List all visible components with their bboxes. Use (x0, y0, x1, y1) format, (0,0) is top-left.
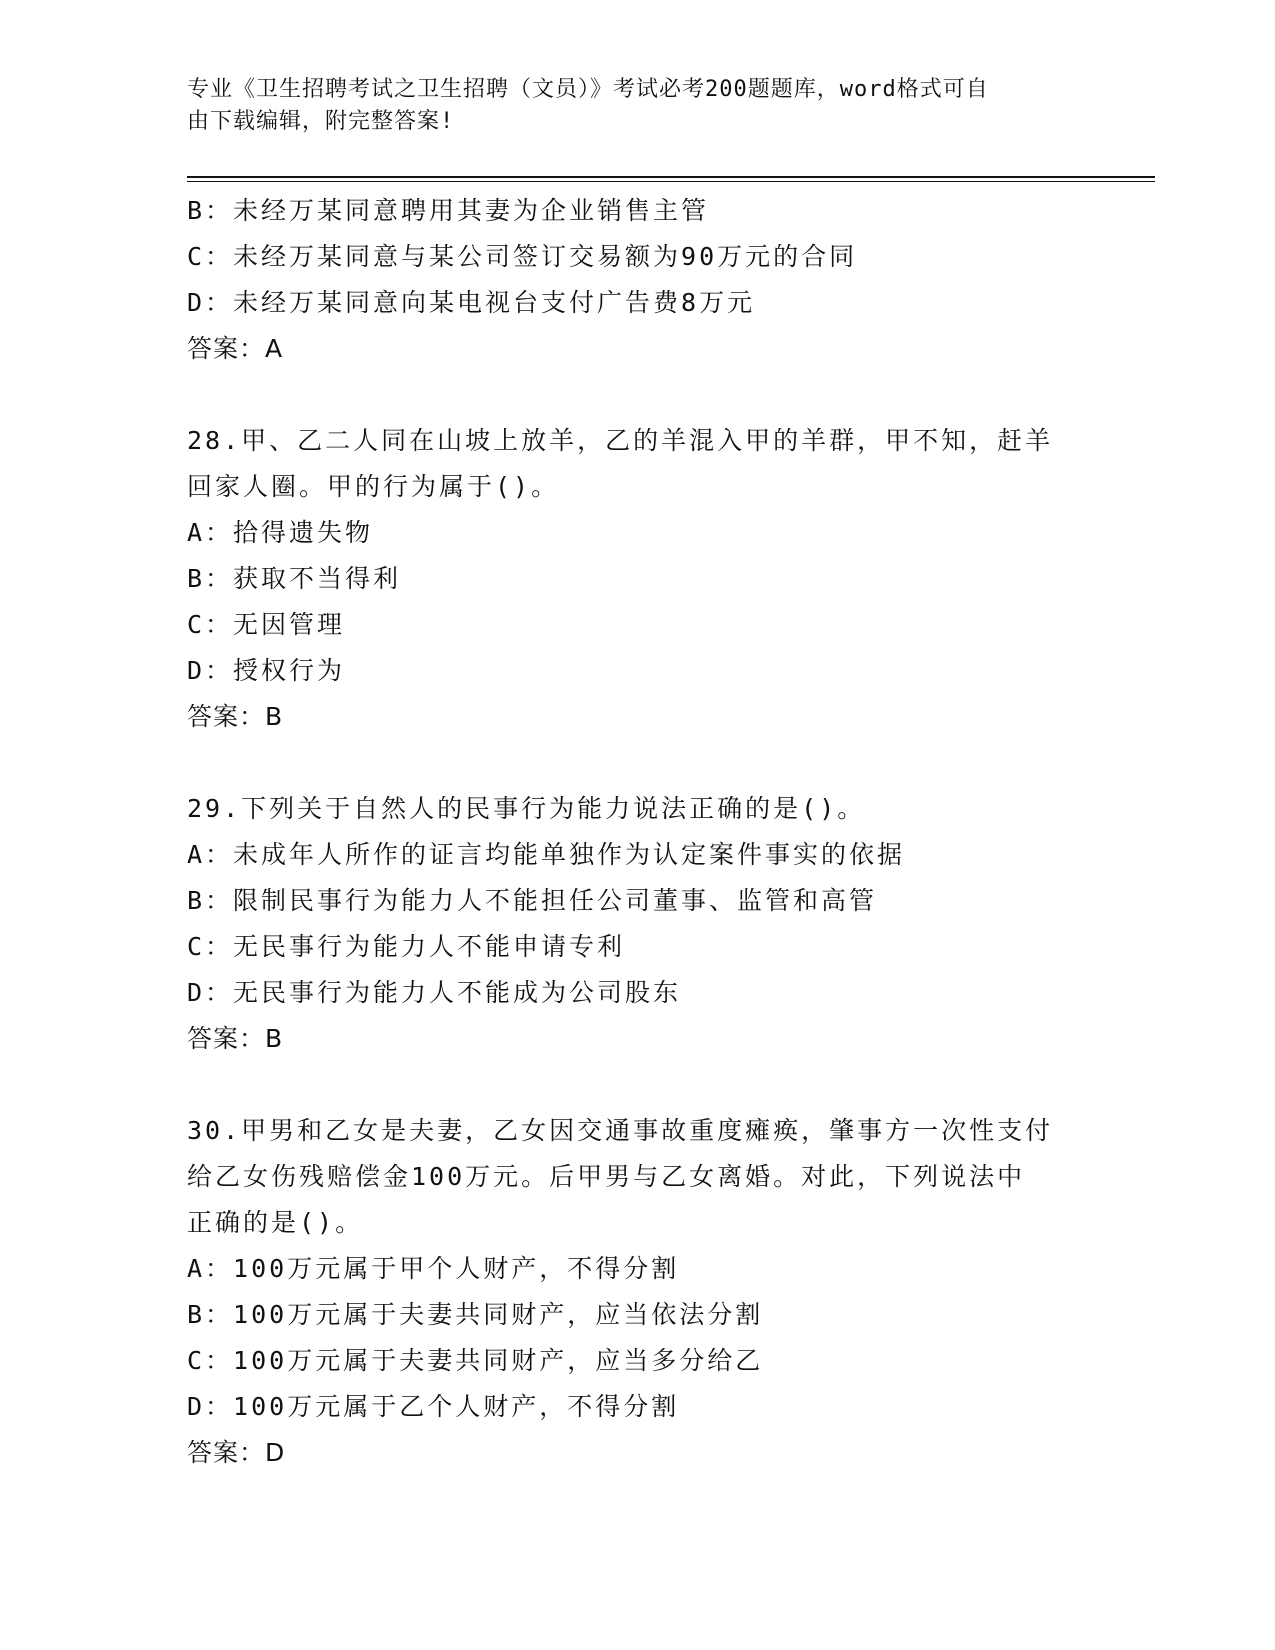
spacer (187, 1062, 1087, 1108)
option-b: B：获取不当得利 (187, 564, 402, 593)
answer-label: 答案：D (187, 1438, 286, 1467)
spacer (187, 740, 1087, 786)
header-line-1: 专业《卫生招聘考试之卫生招聘（文员）》考试必考200题题库，word格式可自 (187, 77, 989, 102)
option-a: A：100万元属于甲个人财产，不得分割 (187, 1254, 680, 1283)
option-b: B：100万元属于夫妻共同财产，应当依法分割 (187, 1300, 764, 1329)
answer-label: 答案：A (187, 334, 284, 363)
option-d: D：无民事行为能力人不能成为公司股东 (187, 978, 682, 1007)
document-body (187, 188, 1087, 1476)
option-c: C：无因管理 (187, 610, 346, 639)
question-30 (187, 1108, 1087, 1476)
option-c: C：无民事行为能力人不能申请专利 (187, 932, 626, 961)
option-a: A：未成年人所作的证言均能单独作为认定案件事实的依据 (187, 840, 906, 869)
question-stem: 正确的是()。 (187, 1208, 364, 1237)
header-line-2: 由下载编辑，附完整答案! (187, 109, 455, 134)
answer-label: 答案：B (187, 1024, 284, 1053)
option-d: D：100万元属于乙个人财产，不得分割 (187, 1392, 680, 1421)
question-29 (187, 786, 1087, 1062)
question-stem: 29.下列关于自然人的民事行为能力说法正确的是()。 (187, 794, 866, 823)
option-a: A：拾得遗失物 (187, 518, 374, 547)
question-stem: 28.甲、乙二人同在山坡上放羊，乙的羊混入甲的羊群，甲不知，赶羊 (187, 426, 1054, 455)
option-d: D：授权行为 (187, 656, 346, 685)
option-b: B：限制民事行为能力人不能担任公司董事、监管和高管 (187, 886, 878, 915)
question-stem: 回家人圈。甲的行为属于()。 (187, 472, 560, 501)
question-stem: 给乙女伤残赔偿金100万元。后甲男与乙女离婚。对此，下列说法中 (187, 1162, 1026, 1191)
option-b: B：未经万某同意聘用其妻为企业销售主管 (187, 196, 710, 225)
option-d: D：未经万某同意向某电视台支付广告费8万元 (187, 288, 756, 317)
spacer (187, 372, 1087, 418)
answer-label: 答案：B (187, 702, 284, 731)
header-divider-thick (187, 176, 1155, 178)
option-c: C：100万元属于夫妻共同财产，应当多分给乙 (187, 1346, 764, 1375)
option-c: C：未经万某同意与某公司签订交易额为90万元的合同 (187, 242, 858, 271)
question-stem: 30.甲男和乙女是夫妻，乙女因交通事故重度瘫痪，肇事方一次性支付 (187, 1116, 1054, 1145)
question-27-tail (187, 188, 1087, 372)
question-28 (187, 418, 1087, 740)
header-divider-thin (187, 181, 1155, 182)
document-header (187, 74, 1067, 138)
